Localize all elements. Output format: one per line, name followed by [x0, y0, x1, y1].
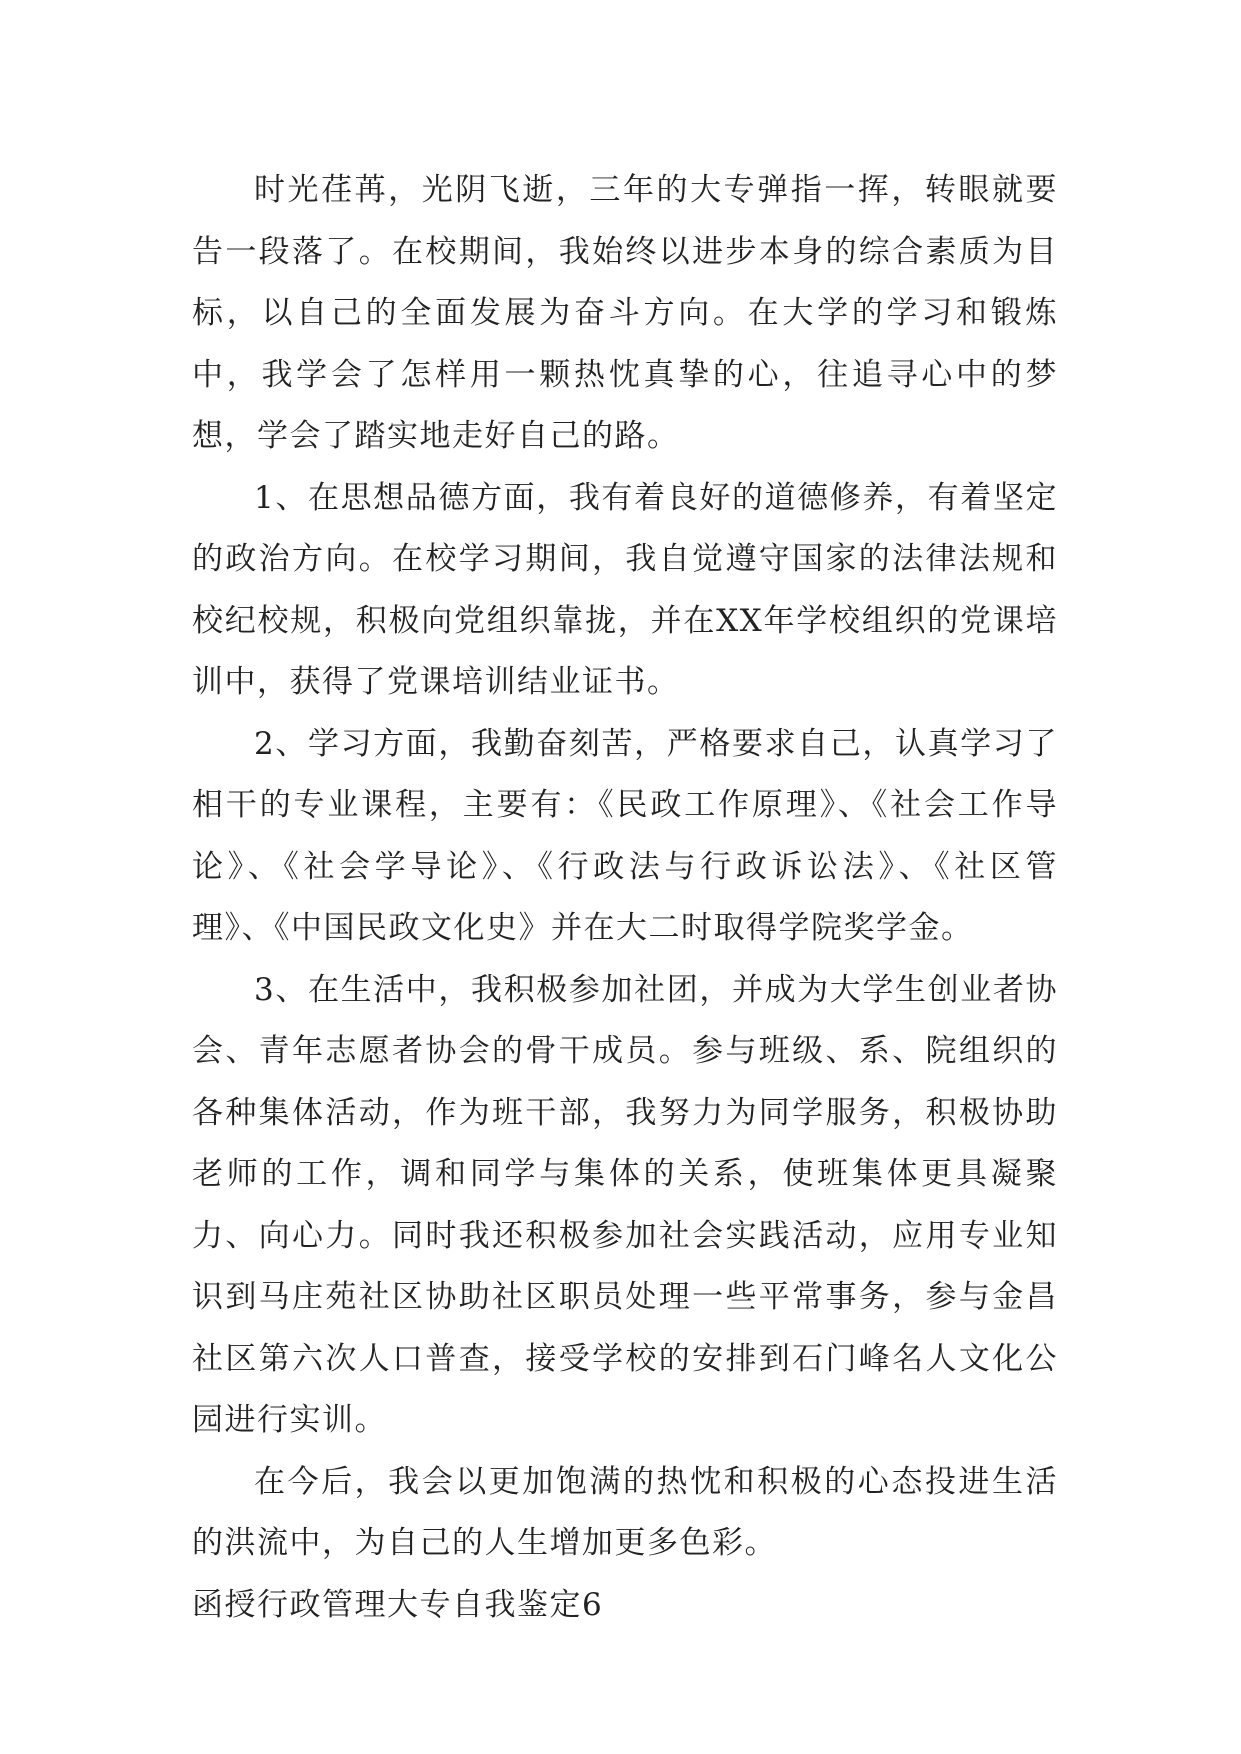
document-body — [192, 160, 1058, 1636]
paragraph-intro: 时光荏苒，光阴飞逝，三年的大专弹指一挥，转眼就要告一段落了。在校期间，我始终以进步本身的综合素质为目标，以自己的全面发展为奋斗方向。在大学的学习和锻炼中，我学会了怎样用一颗热忱真挚的心，往追寻心中的梦想，学会了踏实地走好自己的路。 — [192, 172, 1058, 454]
paragraph-conclusion: 在今后，我会以更加饱满的热忱和积极的心态投进生活的洪流中，为自己的人生增加更多色彩。 — [192, 1463, 1058, 1561]
section-heading: 函授行政管理大专自我鉴定6 — [192, 1586, 604, 1623]
paragraph-life: 3、在生活中，我积极参加社团，并成为大学生创业者协会、青年志愿者协会的骨干成员。参与班级、系、院组织的各种集体活动，作为班干部，我努力为同学服务，积极协助老师的工作，调和同学与集体的关系，使班集体更具凝聚力、向心力。同时我还积极参加社会实践活动，应用专业知识到马庄苑社区协助社区职员处理一些平常事务，参与金昌社区第六次人口普查，接受学校的安排到石门峰名人文化公园进行实训。 — [192, 971, 1058, 1438]
paragraph-study: 2、学习方面，我勤奋刻苦，严格要求自己，认真学习了相干的专业课程，主要有：《民政工作原理》、《社会工作导论》、《社会学导论》、《行政法与行政诉讼法》、《社区管理》、《中国民政文化史》并在大二时取得学院奖学金。 — [192, 725, 1058, 946]
paragraph-ideology: 1、在思想品德方面，我有着良好的道德修养，有着坚定的政治方向。在校学习期间，我自觉遵守国家的法律法规和校纪校规，积极向党组织靠拢，并在XX年学校组织的党课培训中，获得了党课培训结业证书。 — [192, 479, 1058, 700]
